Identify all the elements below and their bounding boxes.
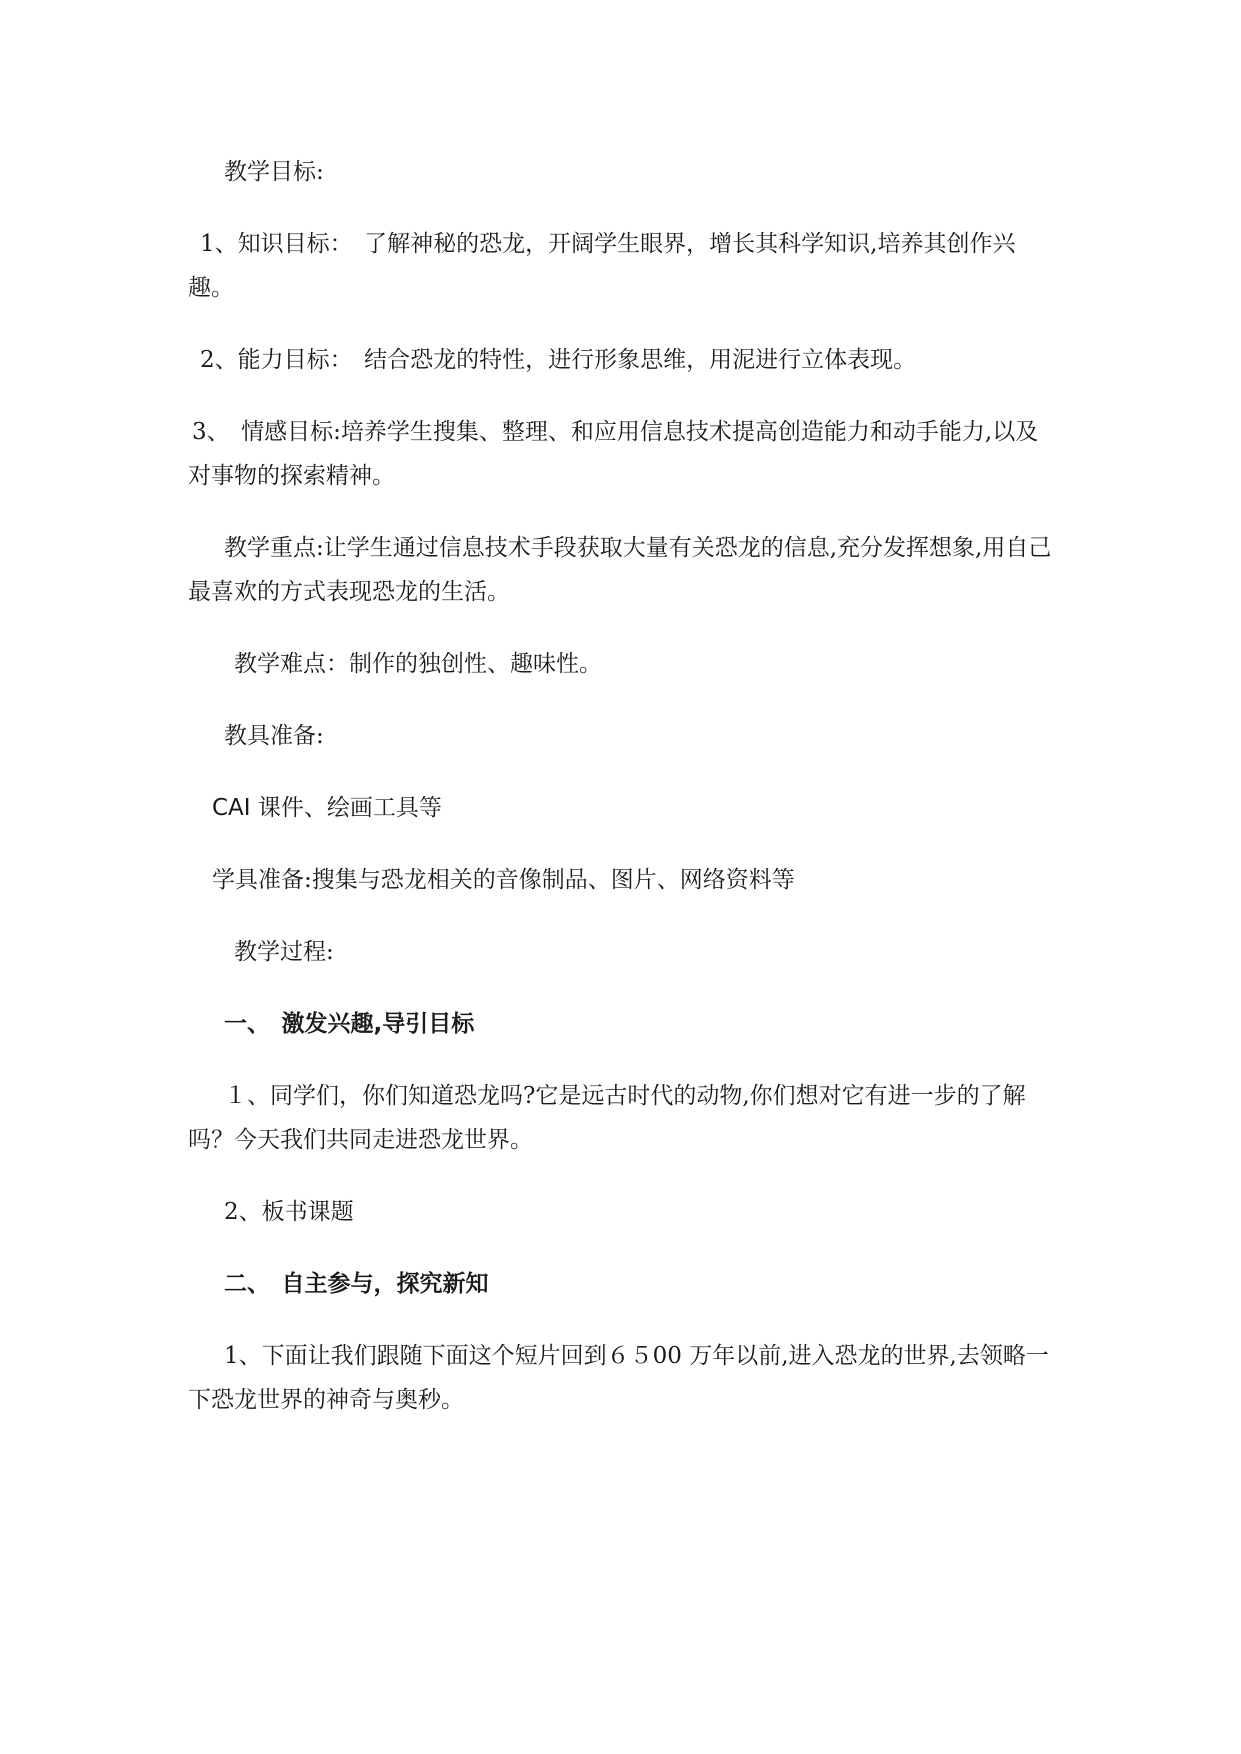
- goal-ability: 2、能力目标： 结合恐龙的特性，进行形象思维，用泥进行立体表现。: [200, 347, 917, 373]
- teaching-focus: 教学重点:让学生通过信息技术手段获取大量有关恐龙的信息,充分发挥想象,用自己最喜欢的方式表现恐龙的生活。: [188, 535, 1052, 605]
- section-one-heading: 一、 激发兴趣,导引目标: [224, 1011, 475, 1037]
- section-one-item-2: 2、板书课题: [224, 1199, 354, 1225]
- section-one-item-1: １、同学们，你们知道恐龙吗?它是远古时代的动物,你们想对它有进一步的了解吗？今天我们共同走进恐龙世界。: [188, 1083, 1026, 1153]
- teaching-aids-heading: 教具准备:: [224, 723, 324, 749]
- section-two-heading: 二、 自主参与，探究新知: [224, 1271, 489, 1297]
- teaching-difficulty: 教学难点：制作的独创性、趣味性。: [234, 651, 602, 677]
- heading-teaching-goals: 教学目标:: [224, 159, 324, 185]
- goal-emotion: 3、 情感目标:培养学生搜集、整理、和应用信息技术提高创造能力和动手能力,以及对事物的探索精神。: [188, 419, 1039, 489]
- goal-knowledge: 1、知识目标： 了解神秘的恐龙，开阔学生眼界，增长其科学知识,培养其创作兴趣。: [188, 231, 1016, 301]
- teaching-aids-list: CAI 课件、绘画工具等: [212, 795, 442, 821]
- section-two-item-1: 1、下面让我们跟随下面这个短片回到６５00 万年以前,进入恐龙的世界,去领略一下恐龙世界的神奇与奥秒。: [188, 1343, 1049, 1413]
- student-aids: 学具准备:搜集与恐龙相关的音像制品、图片、网络资料等: [212, 867, 795, 893]
- teaching-process-heading: 教学过程:: [234, 939, 334, 965]
